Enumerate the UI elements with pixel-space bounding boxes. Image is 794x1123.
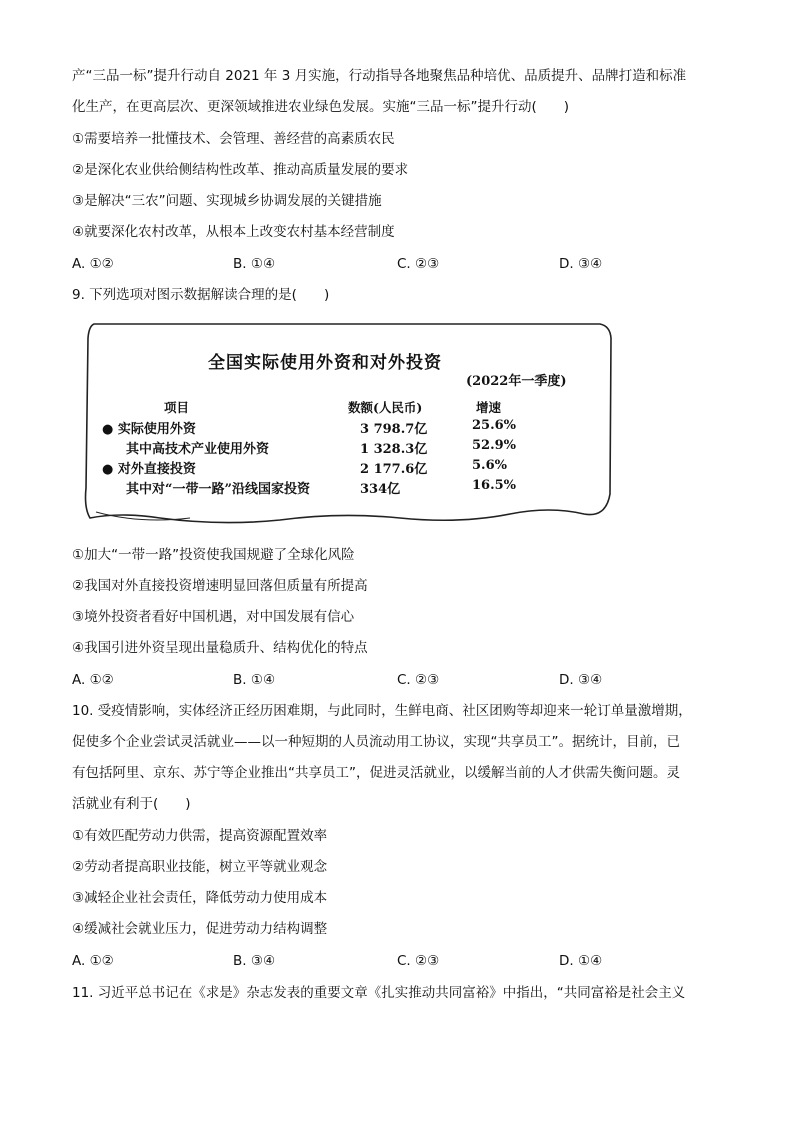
q8-stem-line: 产“三品一标”提升行动自 2021 年 3 月实施，行动指导各地聚焦品种培优、品质提升、品牌打造和标准: [72, 68, 687, 84]
q8-statement-3: ③是解决“三农”问题、实现城乡协调发展的关键措施: [72, 193, 382, 209]
q9-option-c[interactable]: C. ②③: [397, 672, 440, 688]
header-amount: 数额(人民币): [348, 400, 423, 415]
q8-statement-4: ④就要深化农村改革，从根本上改变农村基本经营制度: [72, 224, 395, 240]
q8-stem-line: 化生产，在更高层次、更深领域推进农业绿色发展。实施“三品一标”提升行动( ): [72, 99, 570, 115]
header-rate: 增速: [476, 400, 502, 415]
q8-option-d[interactable]: D. ③④: [559, 256, 603, 272]
q10-stem-line: 有包括阿里、京东、苏宁等企业推出“共享员工”，促进灵活就业，以缓解当前的人才供需失衡问题。灵: [72, 765, 680, 781]
q9-option-d[interactable]: D. ③④: [559, 672, 603, 688]
q10-statement-3: ③减轻企业社会责任，降低劳动力使用成本: [72, 890, 328, 906]
q8-option-a[interactable]: A. ①②: [72, 256, 114, 272]
q9-statement-2: ②我国对外直接投资增速明显回落但质量有所提高: [72, 578, 368, 594]
row-amount: 1 328.3亿: [360, 442, 428, 457]
figure-title: 全国实际使用外资和对外投资: [208, 353, 442, 373]
row-item: 其中对“一带一路”沿线国家投资: [126, 482, 310, 497]
q9-statement-3: ③境外投资者看好中国机遇，对中国发展有信心: [72, 609, 355, 625]
q10-stem-line: 活就业有利于( ): [72, 796, 191, 812]
q10-stem-line: 10. 受疫情影响，实体经济正经历困难期，与此同时，生鲜电商、社区团购等却迎来一轮订单量激增期，: [72, 703, 692, 719]
q10-statement-2: ②劳动者提高职业技能，树立平等就业观念: [72, 859, 328, 875]
q10-option-d[interactable]: D. ①④: [559, 953, 603, 969]
q8-option-b[interactable]: B. ①④: [233, 256, 276, 272]
q9-statement-4: ④我国引进外资呈现出量稳质升、结构优化的特点: [72, 640, 368, 656]
row-item: ● 实际使用外资: [102, 422, 196, 437]
q9-statement-1: ①加大“一带一路”投资使我国规避了全球化风险: [72, 547, 355, 563]
q9-option-b[interactable]: B. ①④: [233, 672, 276, 688]
header-item: 项目: [164, 400, 190, 415]
row-rate: 5.6%: [472, 458, 507, 473]
q10-option-b[interactable]: B. ③④: [233, 953, 276, 969]
row-rate: 25.6%: [472, 418, 517, 433]
row-amount: 3 798.7亿: [360, 422, 428, 437]
row-rate: 16.5%: [472, 478, 517, 493]
q9-option-a[interactable]: A. ①②: [72, 672, 114, 688]
row-amount: 2 177.6亿: [360, 462, 428, 477]
row-item: ● 对外直接投资: [102, 462, 196, 477]
table-row: [80, 418, 616, 438]
q10-stem-line: 促使多个企业尝试灵活就业——以一种短期的人员流动用工协议，实现“共享员工”。据统计，目前，已: [72, 734, 680, 750]
table-row: [80, 478, 616, 498]
row-item: 其中高技术产业使用外资: [126, 442, 270, 457]
table-row: [80, 438, 616, 458]
q10-option-c[interactable]: C. ②③: [397, 953, 440, 969]
q8-options: [72, 254, 722, 274]
row-amount: 334亿: [360, 482, 401, 497]
q10-option-a[interactable]: A. ①②: [72, 953, 114, 969]
q8-option-c[interactable]: C. ②③: [397, 256, 440, 272]
q10-statement-1: ①有效匹配劳动力供需，提高资源配置效率: [72, 828, 328, 844]
q8-statement-1: ①需要培养一批懂技术、会管理、善经营的高素质农民: [72, 131, 395, 147]
q9-options: [72, 670, 722, 690]
q10-options: [72, 951, 722, 971]
q10-statement-4: ④缓减社会就业压力，促进劳动力结构调整: [72, 921, 328, 937]
row-rate: 52.9%: [472, 438, 517, 453]
table-row: [80, 458, 616, 478]
figure-subtitle: (2022年一季度): [466, 374, 567, 389]
q11-stem: 11. 习近平总书记在《求是》杂志发表的重要文章《扎实推动共同富裕》中指出，“共同富裕是社会主义: [72, 985, 686, 1001]
q9-stem: 9. 下列选项对图示数据解读合理的是( ): [72, 287, 330, 303]
q9-data-figure: [80, 318, 616, 532]
q8-statement-2: ②是深化农业供给侧结构性改革、推动高质量发展的要求: [72, 162, 409, 178]
